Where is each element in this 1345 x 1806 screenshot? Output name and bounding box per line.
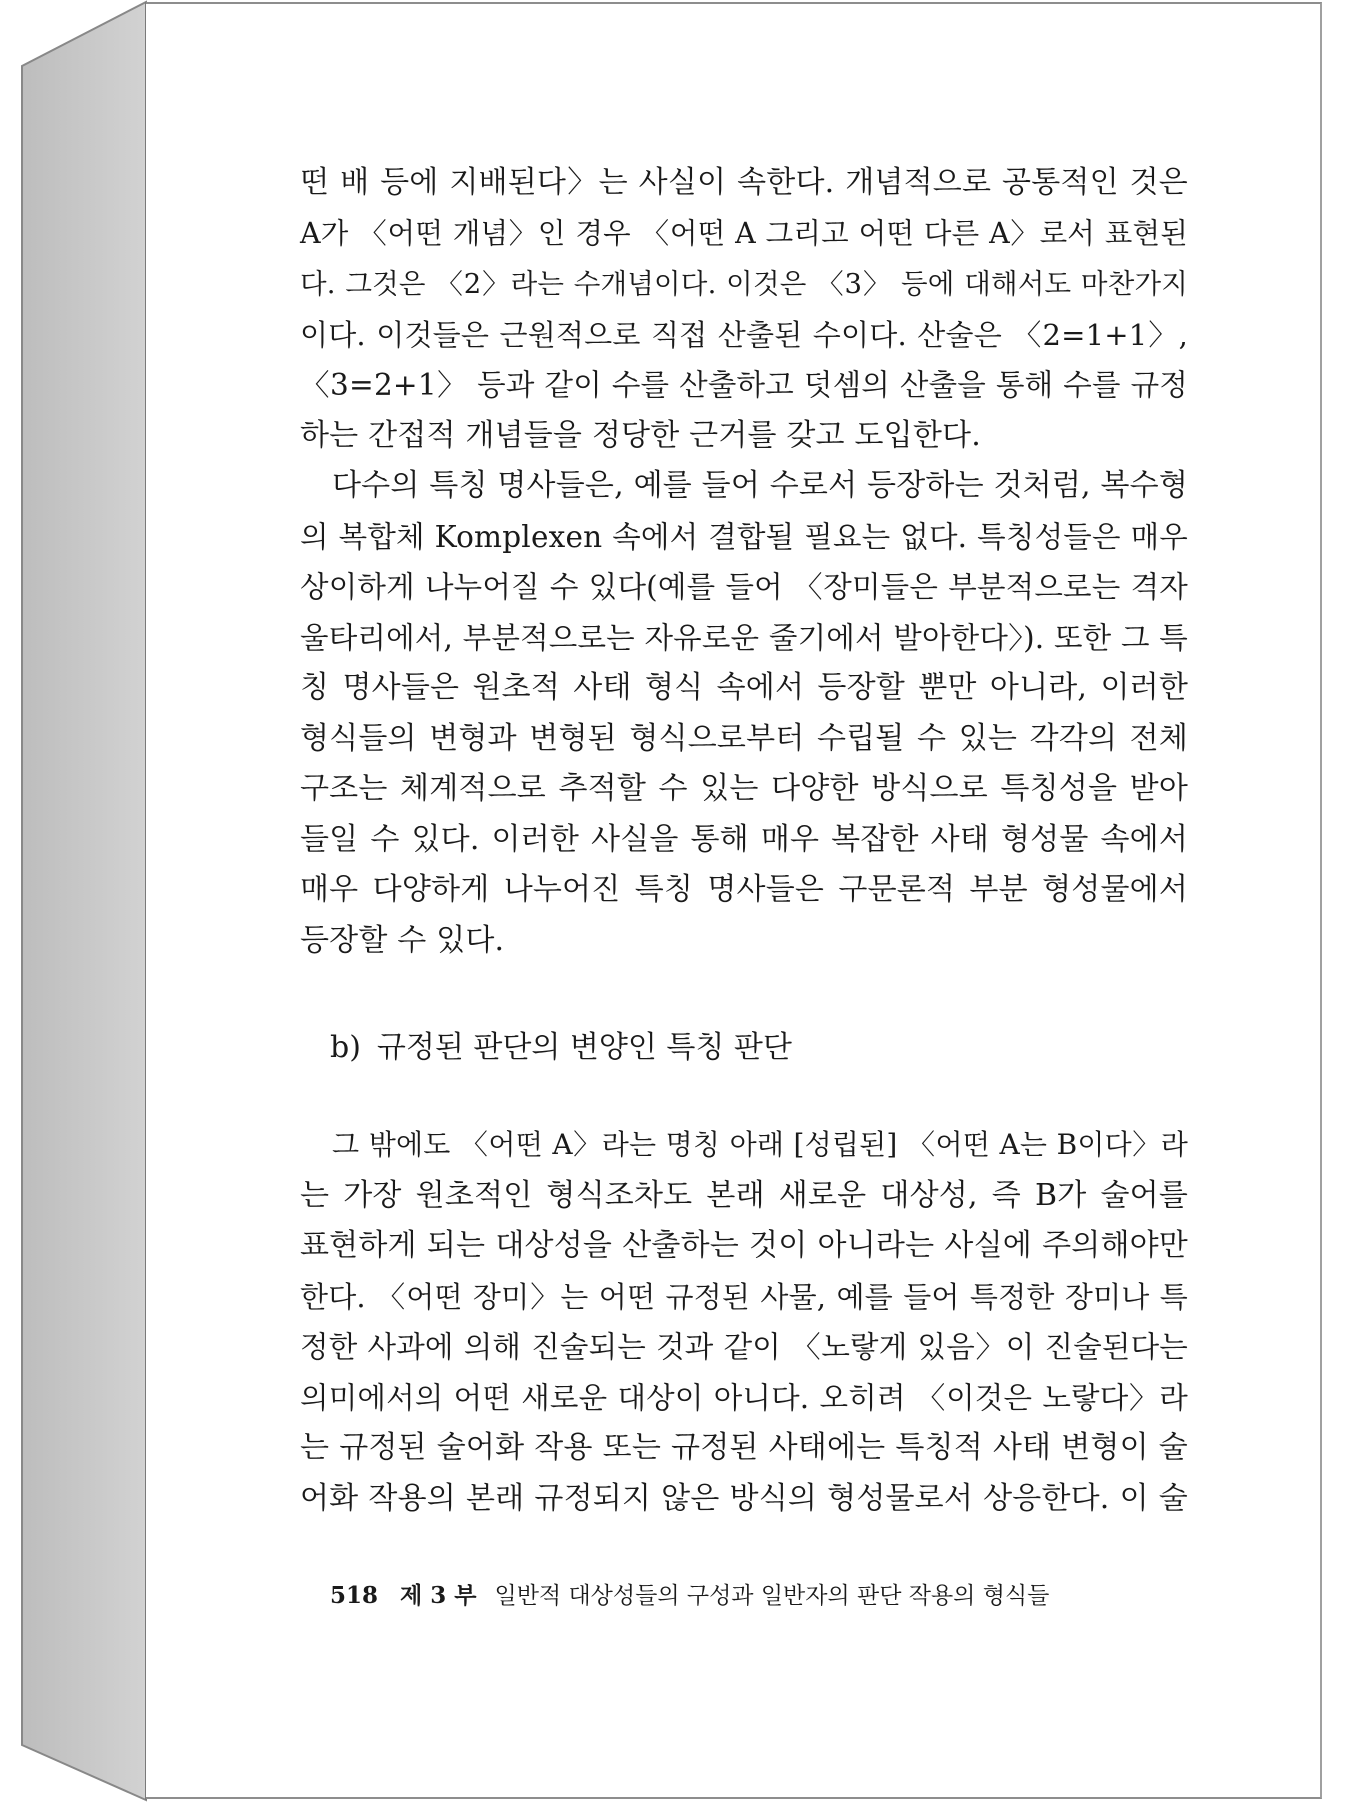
section-heading xyxy=(330,1023,792,1073)
running-title: 일반적 대상성들의 구성과 일반자의 판단 작용의 형식들 xyxy=(494,1583,1050,1609)
text-line: A가 〈어떤 개념〉인 경우 〈어떤 A 그리고 어떤 다른 A〉로서 표현된 xyxy=(300,216,1188,250)
text-line: 구조는 체계적으로 추적할 수 있는 다양한 방식으로 특칭성을 받아 xyxy=(300,771,1188,806)
text-line: 한다. 〈어떤 장미〉는 어떤 규정된 사물, 예를 들어 특정한 장미나 특 xyxy=(300,1279,1188,1314)
paragraph-third xyxy=(300,1120,1188,1524)
page-number: 518 xyxy=(330,1582,379,1609)
text-line: 하는 간접적 개념들을 정당한 근거를 갖고 도입한다. xyxy=(300,417,981,453)
text-line: 다. 그것은 〈2〉라는 수개념이다. 이것은 〈3〉 등에 대해서도 마찬가지 xyxy=(300,268,1188,300)
text-line: 정한 사과에 의해 진술되는 것과 같이 〈노랗게 있음〉이 진술된다는 xyxy=(300,1330,1188,1364)
text-line: 이다. 이것들은 근원적으로 직접 산출된 수이다. 산술은 〈2=1+1〉, xyxy=(300,317,1188,352)
text-line: 〈3=2+1〉 등과 같이 수를 산출하고 덧셈의 산출을 통해 수를 규정 xyxy=(300,368,1188,402)
text-line: 는 가장 원초적인 형식조차도 본래 새로운 대상성, 즉 B가 술어를 xyxy=(300,1177,1188,1213)
text-line: 상이하게 나누어질 수 있다(예를 들어 〈장미들은 부분적으로는 격자 xyxy=(300,570,1188,604)
text-line: 표현하게 되는 대상성을 산출하는 것이 아니라는 사실에 주의해야만 xyxy=(300,1228,1188,1263)
text-line: 칭 명사들은 원초적 사태 형식 속에서 등장할 뿐만 아니라, 이러한 xyxy=(300,670,1188,705)
page-footer xyxy=(330,1576,1049,1616)
text-line: 다수의 특칭 명사들은, 예를 들어 수로서 등장하는 것처럼, 복수형 xyxy=(332,468,1189,503)
text-line: 매우 다양하게 나누어진 특칭 명사들은 구문론적 부분 형성물에서 xyxy=(300,872,1188,907)
text-line: 의 복합체 Komplexen 속에서 결합될 필요는 없다. 특칭성들은 매우 xyxy=(300,519,1188,554)
section-heading-label: b) xyxy=(330,1030,361,1065)
part-label: 제 3 부 xyxy=(400,1582,477,1609)
text-line: 떤 배 등에 지배된다〉는 사실이 속한다. 개념적으로 공통적인 것은 xyxy=(300,165,1188,200)
text-line: 어화 작용의 본래 규정되지 않은 방식의 형성물로서 상응한다. 이 술 xyxy=(300,1480,1188,1516)
text-line: 울타리에서, 부분적으로는 자유로운 줄기에서 발아한다〉). 또한 그 특 xyxy=(300,620,1188,655)
text-line: 들일 수 있다. 이러한 사실을 통해 매우 복잡한 사태 형성물 속에서 xyxy=(300,821,1188,857)
text-line: 의미에서의 어떤 새로운 대상이 아니다. 오히려 〈이것은 노랗다〉라 xyxy=(300,1380,1188,1415)
text-line: 그 밖에도 〈어떤 A〉라는 명칭 아래 [성립된] 〈어떤 A는 B이다〉라 xyxy=(332,1128,1188,1161)
text-line: 형식들의 변형과 변형된 형식으로부터 수립될 수 있는 각각의 전체 xyxy=(300,720,1188,756)
section-heading-title: 규정된 판단의 변양인 특칭 판단 xyxy=(376,1030,792,1065)
text-line: 는 규정된 술어화 작용 또는 규정된 사태에는 특칭적 사태 변형이 술 xyxy=(300,1430,1188,1465)
text-line: 등장할 수 있다. xyxy=(300,922,505,958)
paragraph-second xyxy=(300,461,1188,966)
paragraph-top xyxy=(300,158,1188,461)
